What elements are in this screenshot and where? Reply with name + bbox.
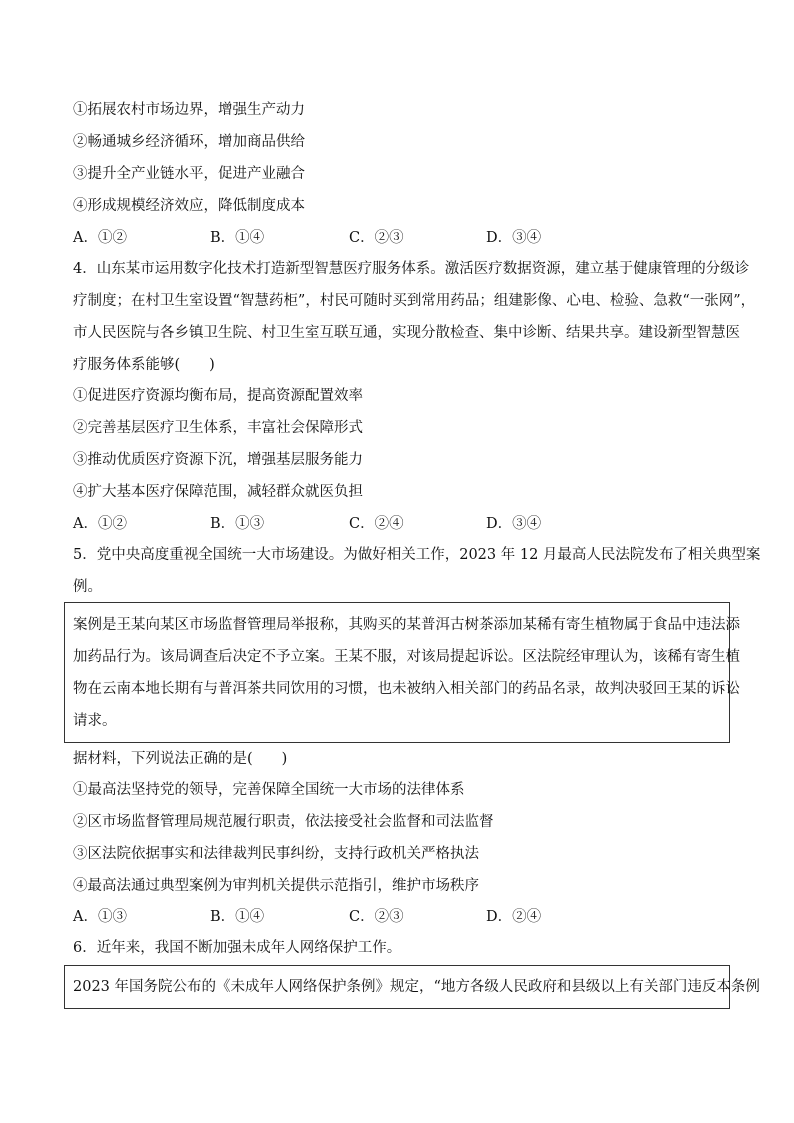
q3-choice-c: C．②③	[349, 230, 404, 246]
q4-item-1: ①促进医疗资源均衡布局，提高资源配置效率	[73, 388, 363, 404]
q6-material-box	[64, 965, 760, 1009]
q4-item-3: ③推动优质医疗资源下沉，增强基层服务能力	[73, 452, 363, 468]
q3-item-4: ④形成规模经济效应，降低制度成本	[73, 198, 305, 214]
q4-stem-line-4: 疗服务体系能够( )	[73, 357, 215, 373]
q4-choice-a: A．①②	[73, 516, 127, 532]
q4-choice-c: C．②④	[349, 516, 404, 532]
q5-item-2: ②区市场监督管理局规范履行职责，依法接受社会监督和司法监督	[73, 814, 494, 830]
q3-choice-b: B．①④	[210, 230, 265, 246]
q3-item-1: ①拓展农村市场边界，增强生产动力	[73, 102, 305, 118]
q4-stem-line-1: 4．山东某市运用数字化技术打造新型智慧医疗服务体系。激活医疗数据资源，建立基于健康管理的分级诊	[73, 261, 750, 277]
q5-question: 据材料，下列说法正确的是( )	[73, 751, 288, 767]
q5-material-box	[64, 602, 740, 743]
q3-item-3: ③提升全产业链水平，促进产业融合	[73, 166, 305, 182]
q6-stem: 6．近年来，我国不断加强未成年人网络保护工作。	[73, 940, 402, 956]
q4-item-2: ②完善基层医疗卫生体系，丰富社会保障形式	[73, 420, 363, 436]
q5-item-4: ④最高法通过典型案例为审判机关提供示范指引，维护市场秩序	[73, 878, 479, 894]
q4-stem-line-3: 市人民医院与各乡镇卫生院、村卫生室互联互通，实现分散检查、集中诊断、结果共享。建设新型智慧医	[73, 325, 740, 341]
q3-choice-d: D．③④	[486, 230, 542, 246]
q3-choice-a: A．①②	[73, 230, 127, 246]
q5-stem-line-1: 5．党中央高度重视全国统一大市场建设。为做好相关工作，2023 年 12 月最高人民法院发布了相关典型案	[73, 547, 761, 563]
q4-item-4: ④扩大基本医疗保障范围，减轻群众就医负担	[73, 484, 363, 500]
q5-stem-line-2: 例。	[73, 579, 102, 595]
q5-item-3: ③区法院依据事实和法律裁判民事纠纷，支持行政机关严格执法	[73, 846, 479, 862]
q5-item-1: ①最高法坚持党的领导，完善保障全国统一大市场的法律体系	[73, 782, 465, 798]
q5-material-line-1: 案例是王某向某区市场监督管理局举报称，其购买的某普洱古树茶添加某稀有寄生植物属于食品中违法添	[73, 617, 740, 633]
q3-item-2: ②畅通城乡经济循环，增加商品供给	[73, 134, 305, 150]
q5-choice-c: C．②③	[349, 909, 404, 925]
q4-choice-d: D．③④	[486, 516, 542, 532]
q6-material-line-1: 2023 年国务院公布的《未成年人网络保护条例》规定，“地方各级人民政府和县级以上有关部门违反本条例	[73, 979, 760, 995]
q4-stem-line-2: 疗制度；在村卫生室设置“智慧药柜”，村民可随时买到常用药品；组建影像、心电、检验、急救“一张网”，	[73, 293, 756, 309]
q5-choice-b: B．①④	[210, 909, 265, 925]
q5-material-line-3: 物在云南本地长期有与普洱茶共同饮用的习惯，也未被纳入相关部门的药品名录，故判决驳回王某的诉讼	[73, 681, 740, 697]
q4-choice-b: B．①③	[210, 516, 265, 532]
q5-choice-d: D．②④	[486, 909, 542, 925]
q5-choice-a: A．①③	[73, 909, 127, 925]
q5-material-line-2: 加药品行为。该局调查后决定不予立案。王某不服，对该局提起诉讼。区法院经审理认为，该稀有寄生植	[73, 649, 740, 665]
q5-material-line-4: 请求。	[73, 713, 117, 729]
